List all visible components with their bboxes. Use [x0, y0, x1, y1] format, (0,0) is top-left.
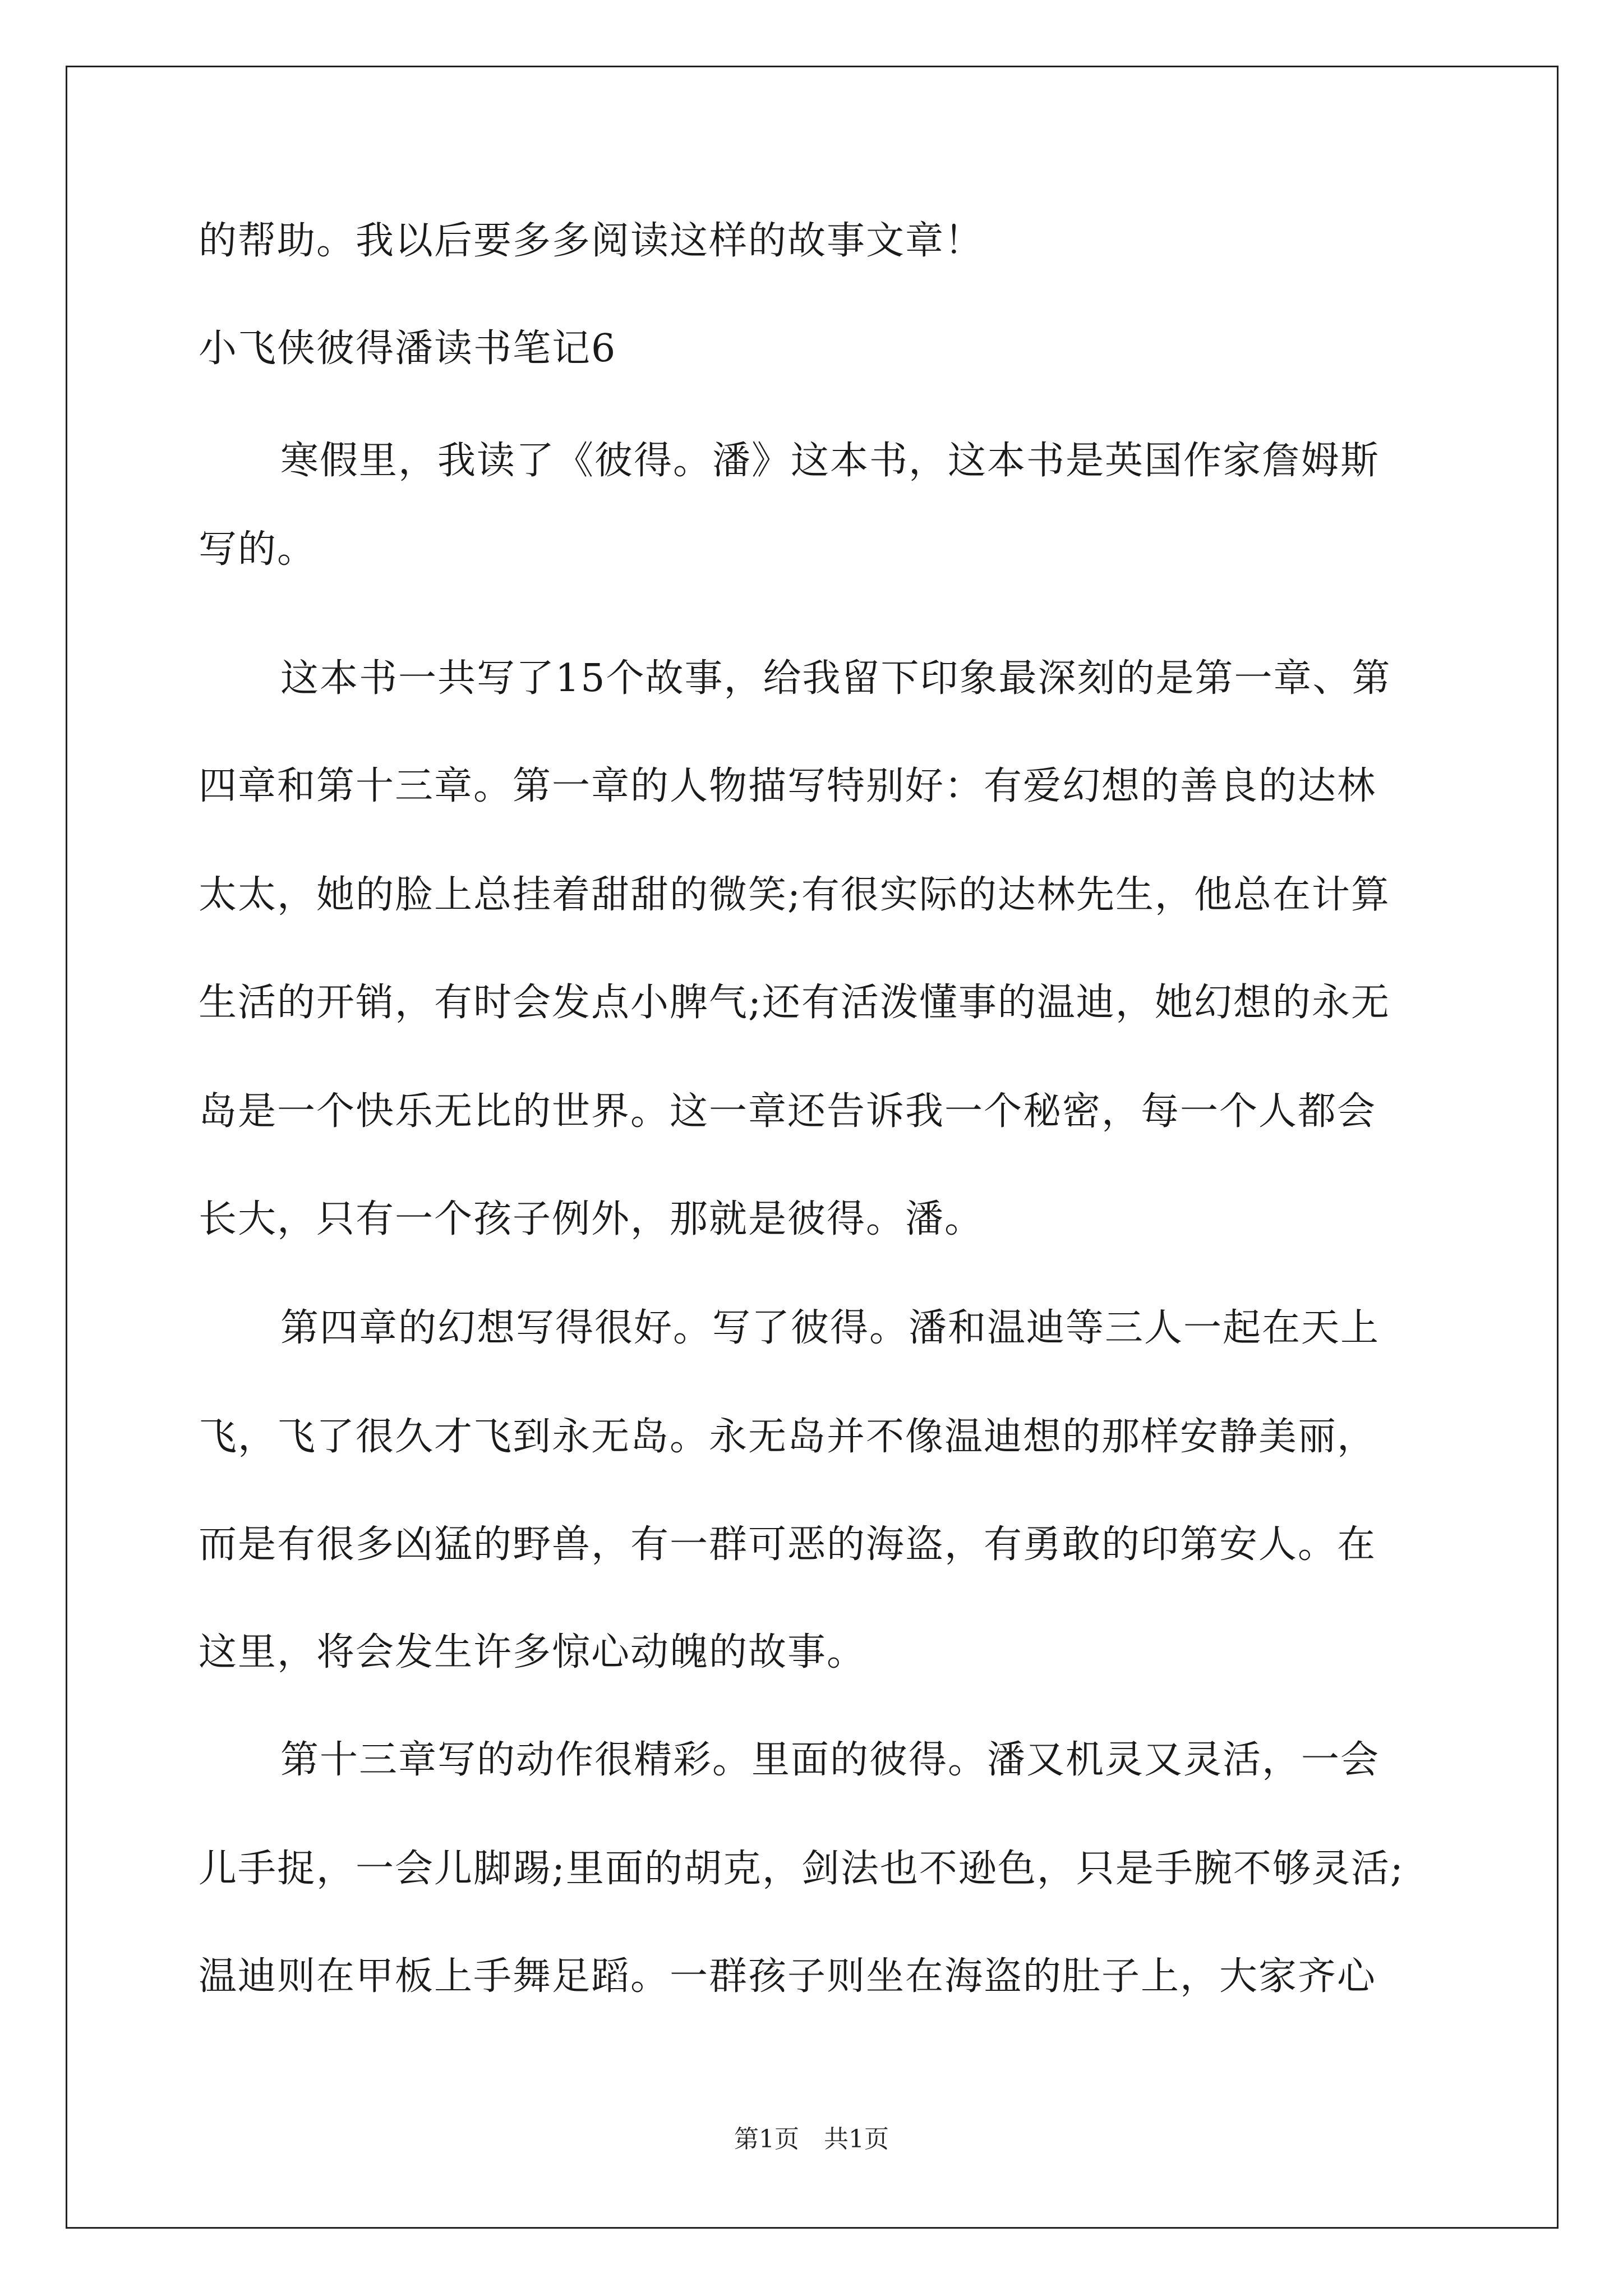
text-line: 的帮助。我以后要多多阅读这样的故事文章！ [199, 219, 984, 263]
paragraph-line: 这本书一共写了15个故事，给我留下印象最深刻的是第一章、第 [280, 656, 1391, 701]
section-title: 小飞侠彼得潘读书笔记6 [199, 326, 617, 371]
paragraph-line: 写的。 [199, 527, 317, 572]
paragraph-line: 岛是一个快乐无比的世界。这一章还告诉我一个秘密，每一个人都会 [199, 1089, 1377, 1134]
paragraph-line: 而是有很多凶猛的野兽，有一群可恶的海盗，有勇敢的印第安人。在 [199, 1522, 1377, 1567]
paragraph-line: 儿手捉，一会儿脚踢;里面的胡克，剑法也不逊色，只是手腕不够灵活; [199, 1847, 1404, 1891]
paragraph-line: 寒假里，我读了《彼得。潘》这本书，这本书是英国作家詹姆斯 [280, 439, 1380, 483]
paragraph-line: 第四章的幻想写得很好。写了彼得。潘和温迪等三人一起在天上 [280, 1306, 1380, 1350]
page-border [66, 66, 1559, 2229]
paragraph-line: 第十三章写的动作很精彩。里面的彼得。潘又机灵又灵活，一会 [280, 1738, 1380, 1782]
paragraph-line: 生活的开销，有时会发点小脾气;还有活泼懂事的温迪，她幻想的永无 [199, 981, 1390, 1025]
paragraph-line: 这里，将会发生许多惊心动魄的故事。 [199, 1630, 866, 1674]
paragraph-line: 温迪则在甲板上手舞足蹈。一群孩子则坐在海盗的肚子上，大家齐心 [199, 1954, 1377, 1999]
page-footer: 第1页 共1页 [734, 2125, 889, 2154]
paragraph-line: 长大，只有一个孩子例外，那就是彼得。潘。 [199, 1197, 984, 1241]
paragraph-line: 四章和第十三章。第一章的人物描写特别好：有爱幻想的善良的达林 [199, 764, 1377, 808]
paragraph-line: 太太，她的脸上总挂着甜甜的微笑;有很实际的达林先生，他总在计算 [199, 873, 1390, 917]
paragraph-line: 飞，飞了很久才飞到永无岛。永无岛并不像温迪想的那样安静美丽， [199, 1415, 1377, 1459]
